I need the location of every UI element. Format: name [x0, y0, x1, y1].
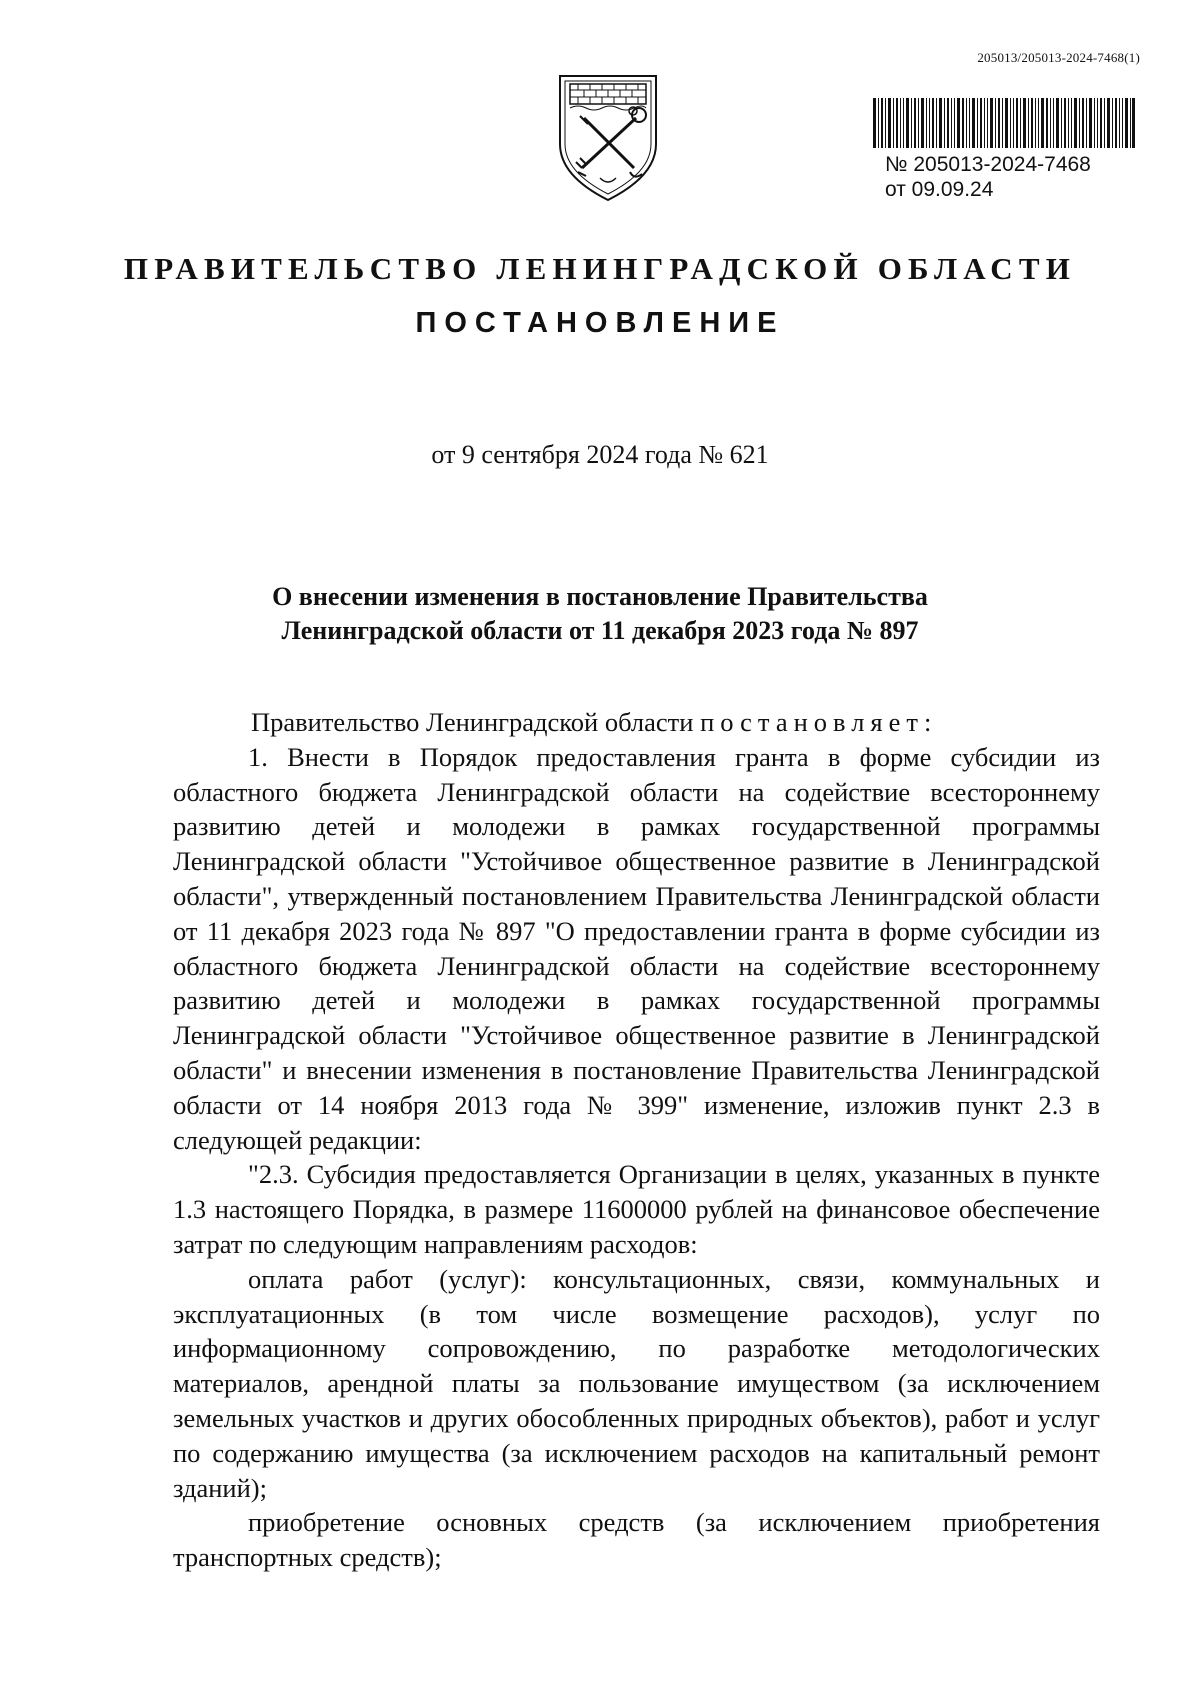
preamble-lead: Правительство Ленинградской области [251, 707, 694, 737]
barcode-icon [873, 98, 1135, 148]
preamble-verb: постановляет: [700, 707, 938, 737]
government-title: ПРАВИТЕЛЬСТВО ЛЕНИНГРАДСКОЙ ОБЛАСТИ [123, 251, 1077, 286]
paragraph-4: приобретение основных средств (за исключением приобретения транспортных средств); [173, 1507, 1100, 1573]
decree-subject-line-2: Ленинградской области от 11 декабря 2023 года № 897 [281, 616, 919, 645]
document-type-title: ПОСТАНОВЛЕНИЕ [415, 307, 785, 339]
document-ref-code: 205013/205013-2024-7468(1) [977, 50, 1140, 65]
registration-block [873, 98, 1135, 202]
document-body [173, 705, 1100, 1575]
registration-date: от 09.09.24 [885, 178, 994, 201]
decree-subject [0, 580, 1200, 648]
registration-number: № 205013-2024-7468 [885, 153, 1091, 176]
paragraph-3: оплата работ (услуг): консультационных, связи, коммунальных и эксплуатационных (в том числе возмещение расходов), услуг по информационному сопровождению, по разработке методологических материалов, арендной платы за пользование имуществом (за исключением земельных участков и других обособленных природных объектов), работ и услуг по содержанию имущества (за исключением расходов на капитальный ремонт зданий); [173, 1263, 1100, 1503]
decree-subject-line-1: О внесении изменения в постановление Правительства [272, 582, 928, 611]
decree-date-number: от 9 сентября 2024 года № 621 [431, 440, 769, 469]
preamble [173, 705, 1100, 740]
coat-of-arms-icon [556, 72, 660, 204]
paragraph-2: "2.3. Субсидия предоставляется Организации в целях, указанных в пункте 1.3 настоящего Порядка, в размере 11600000 рублей на финансовое обеспечение затрат по следующим направлениям расходов: [173, 1159, 1100, 1259]
paragraph-1: 1. Внести в Порядок предоставления гранта в форме субсидии из областного бюджета Ленинградской области на содействие всестороннему развитию детей и молодежи в рамках государственной программы Ленинградской области "Устойчивое общественное развитие в Ленинградской области", утвержденный постановлением Правительства Ленинградской области от 11 декабря 2023 года № 897 "О предоставлении гранта в форме субсидии из областного бюджета Ленинградской области на содействие всестороннему развитию детей и молодежи в рамках государственной программы Ленинградской области "Устойчивое общественное развитие в Ленинградской области" и внесении изменения в постановление Правительства Ленинградской области от 14 ноября 2013 года № 399" изменение, изложив пункт 2.3 в следующей редакции: [173, 741, 1100, 1155]
